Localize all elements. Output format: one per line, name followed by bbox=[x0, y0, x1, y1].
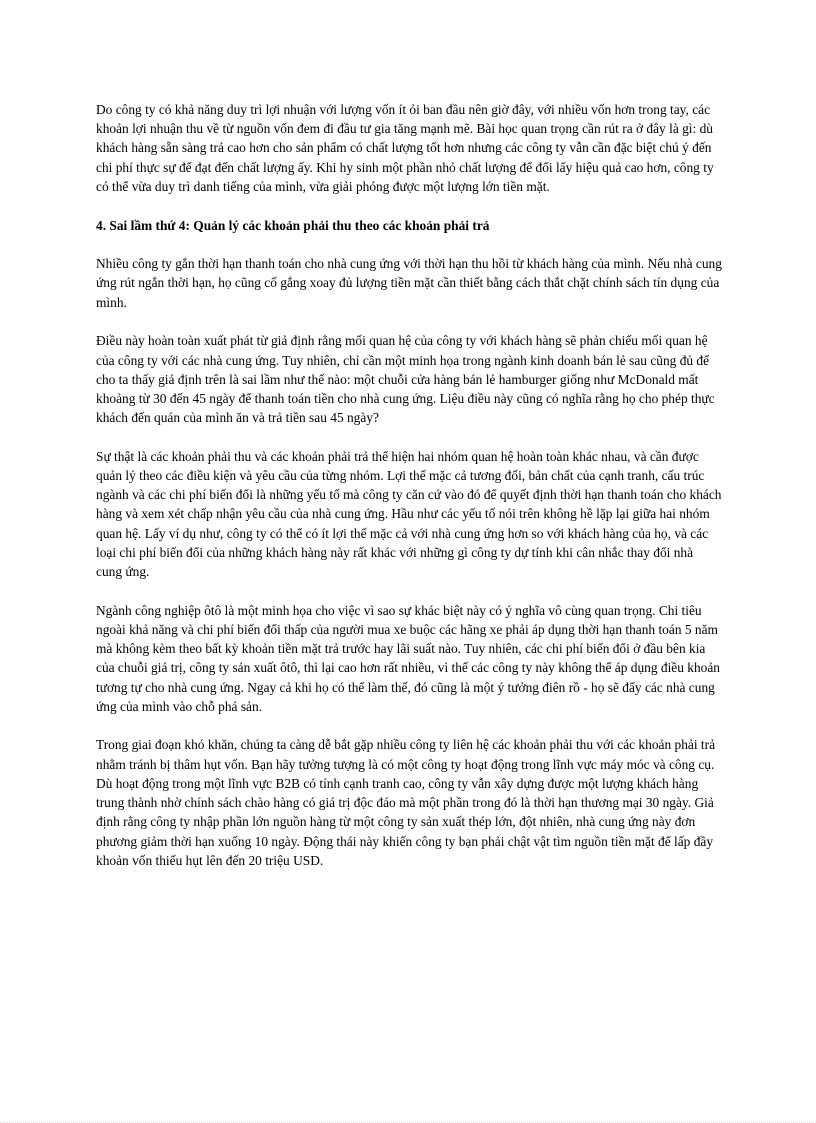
body-paragraph-5: Trong giai đoạn khó khăn, chúng ta càng dễ bắt gặp nhiều công ty liên hệ các khoản phải thu với các khoản phải trả nhằm tránh bị thâm hụt vốn. Bạn hãy tưởng tượng là có một công ty hoạt động trong lĩnh vực máy móc và công cụ. Dù hoạt động trong một lĩnh vực B2B có tính cạnh tranh cao, công ty vẫn xây dựng được một lượng khách hàng trung thành nhờ chính sách chào hàng có giá trị độc đáo mà một phần trong đó là thời hạn thương mại 30 ngày. Giả định rằng công ty nhập phần lớn nguồn hàng từ một công ty sản xuất thép lớn, đột nhiên, nhà cung ứng này đơn phương giảm thời hạn xuống 10 ngày. Động thái này khiến công ty bạn phải chật vật tìm nguồn tiền mặt để lấp đầy khoản vốn thiếu hụt lên đến 20 triệu USD. bbox=[96, 737, 716, 868]
section-heading: 4. Sai lầm thứ 4: Quản lý các khoản phải thu theo các khoản phải trả bbox=[96, 217, 490, 233]
document-page bbox=[96, 100, 722, 889]
body-paragraph-4: Ngành công nghiệp ôtô là một minh họa cho việc vì sao sự khác biệt này có ý nghĩa vô cùng quan trọng. Chi tiêu ngoài khả năng và chi phí biến đổi thấp của người mua xe buộc các hãng xe phải áp dụng thời hạn thanh toán 5 năm mà không kèm theo bất kỳ khoản tiền mặt trả trước hay lãi suất nào. Tuy nhiên, các chi phí biến đổi ở đầu bên kia của chuỗi giá trị, công ty sản xuất ôtô, thì lại cao hơn rất nhiều, vì thế các công ty này không thể áp dụng điều khoản tương tự cho nhà cung ứng. Ngay cả khi họ có thể làm thế, đó cũng là một ý tưởng điên rồ - họ sẽ đẩy các nhà cung ứng của mình vào chỗ phá sản. bbox=[96, 602, 720, 714]
body-paragraph-1: Nhiều công ty gắn thời hạn thanh toán cho nhà cung ứng với thời hạn thu hồi từ khách hàng của mình. Nếu nhà cung ứng rút ngắn thời hạn, họ cũng cố gắng xoay đủ lượng tiền mặt cần thiết bằng cách thắt chặt chính sách tín dụng của mình. bbox=[96, 256, 722, 310]
body-paragraph-2: Điều này hoàn toàn xuất phát từ giả định rằng mối quan hệ của công ty với khách hàng sẽ phản chiếu mối quan hệ của công ty với các nhà cung ứng. Tuy nhiên, chỉ cần một minh họa trong ngành kinh doanh bán lẻ sau cũng đủ để cho ta thấy giả định trên là sai lầm như thế nào: một chuỗi cửa hàng bán lẻ hamburger giống như McDonald mất khoảng từ 30 đến 45 ngày để thanh toán tiền cho nhà cung ứng. Liệu điều này cũng có nghĩa rằng họ cho phép thực khách đến quán của mình ăn và trả tiền sau 45 ngày? bbox=[96, 333, 715, 426]
intro-paragraph: Do công ty có khả năng duy trì lợi nhuận với lượng vốn ít ỏi ban đầu nên giờ đây, với nhiều vốn hơn trong tay, các khoản lợi nhuận thu về từ nguồn vốn đem đi đầu tư gia tăng mạnh mẽ. Bài học quan trọng cần rút ra ở đây là gì: dù khách hàng sẵn sàng trả cao hơn cho sản phẩm có chất lượng tốt hơn nhưng các công ty vẫn cần đặc biệt chú ý đến chi phí thực sự để đạt đến chất lượng ấy. Khi hy sinh một phần nhỏ chất lượng để đổi lấy hiệu quả cao hơn, công ty có thể vừa duy trì danh tiếng của mình, vừa giải phóng được một lượng lớn tiền mặt. bbox=[96, 102, 714, 194]
page-bottom-border bbox=[0, 1119, 816, 1123]
body-paragraph-3: Sự thật là các khoản phải thu và các khoản phải trả thể hiện hai nhóm quan hệ hoàn toàn khác nhau, và cần được quản lý theo các điều kiện và yêu cầu của từng nhóm. Lợi thế mặc cả tương đối, bản chất của cạnh tranh, cấu trúc ngành và các chi phí biến đổi là những yếu tố mà công ty căn cứ vào đó để quyết định thời hạn thanh toán cho khách hàng và xem xét chấp nhận yêu cầu của nhà cung ứng. Hầu như các yếu tố nói trên không hề lặp lại giữa hai nhóm quan hệ. Lấy ví dụ như, công ty có thể có ít lợi thế mặc cả với nhà cung ứng hơn so với khách hàng của họ, và các loại chi phí biến đổi của những khách hàng này rất khác với những gì công ty dự tính khi cân nhắc thay đổi nhà cung ứng. bbox=[96, 448, 722, 580]
